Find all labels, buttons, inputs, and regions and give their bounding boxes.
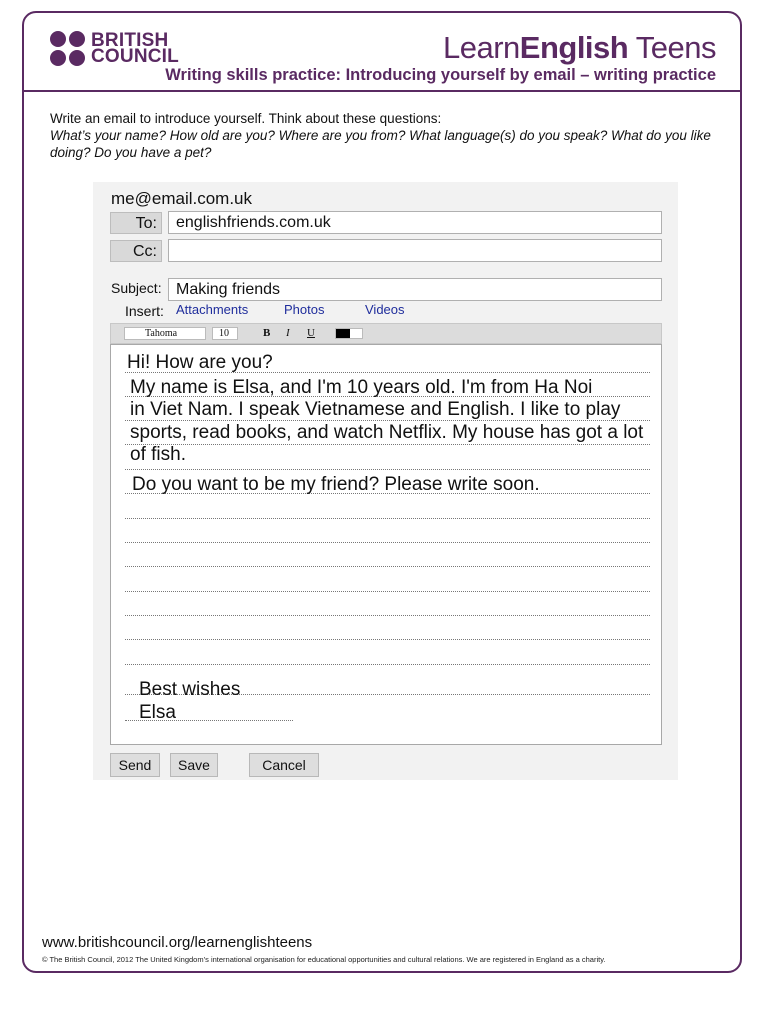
save-button[interactable]: Save: [170, 753, 218, 777]
header-divider: [22, 90, 742, 92]
instructions: [50, 110, 730, 161]
cc-label: Cc:: [110, 240, 162, 262]
to-field[interactable]: englishfriends.com.uk: [168, 211, 662, 234]
insert-photos-link[interactable]: Photos: [284, 302, 325, 317]
body-line-signoff: Best wishes: [139, 679, 241, 700]
ruled-line: [125, 664, 650, 665]
instruction-text: Write an email to introduce yourself. Think about these questions:: [50, 111, 442, 126]
ruled-line: [125, 444, 650, 445]
body-line-greeting: Hi! How are you?: [127, 352, 273, 373]
body-line: in Viet Nam. I speak Vietnamese and English. I like to play: [130, 399, 621, 420]
subject-label: Subject:: [111, 280, 162, 296]
body-line: My name is Elsa, and I'm 10 years old. I'm from Ha Noi: [130, 377, 593, 398]
footer-url[interactable]: www.britishcouncil.org/learnenglishteens: [42, 934, 313, 951]
brand-english: English: [519, 30, 629, 65]
subject-field[interactable]: Making friends: [168, 278, 662, 301]
ruled-line: [125, 542, 650, 543]
italic-button[interactable]: I: [286, 327, 290, 339]
body-line: of fish.: [130, 444, 186, 465]
logo-dots-icon: [50, 31, 85, 66]
underline-button[interactable]: U: [307, 327, 315, 339]
bold-button[interactable]: B: [263, 327, 271, 339]
insert-label: Insert:: [125, 303, 164, 319]
question-text: What’s your name? How old are you? Where are you from? What language(s) do you speak? What do you like doing? Do you have a pet?: [50, 128, 711, 160]
send-button[interactable]: Send: [110, 753, 160, 777]
ruled-line: [125, 469, 650, 470]
body-line-signature: Elsa: [139, 702, 176, 723]
insert-videos-link[interactable]: Videos: [365, 302, 405, 317]
brand-learn: Learn: [442, 30, 520, 65]
cancel-button[interactable]: Cancel: [249, 753, 319, 777]
logo-line-1: BRITISH: [91, 29, 169, 51]
ruled-line: [125, 615, 650, 616]
logo-text: [91, 29, 179, 67]
body-line: Do you want to be my friend? Please write soon.: [132, 474, 540, 495]
font-size-select[interactable]: 10: [212, 327, 238, 340]
text-color-picker[interactable]: [335, 328, 363, 339]
learnenglish-teens-brand: [443, 30, 716, 66]
to-label: To:: [110, 212, 162, 234]
from-address: me@email.com.uk: [111, 189, 253, 208]
footer-copyright: © The British Council, 2012 The United Kingdom’s international organisation for educational opportunities and cultural relations. We are registered in England as a charity.: [42, 955, 606, 964]
formatting-toolbar: [110, 323, 662, 344]
ruled-line: [125, 518, 650, 519]
brand-teens: Teens: [628, 30, 716, 65]
logo-line-2: COUNCIL: [91, 45, 179, 67]
email-compose-window: [93, 182, 678, 780]
british-council-logo: [50, 31, 179, 66]
ruled-line: [125, 591, 650, 592]
ruled-line: [125, 639, 650, 640]
color-swatch-icon: [336, 329, 350, 338]
body-line: sports, read books, and watch Netflix. My house has got a lot: [130, 422, 644, 443]
ruled-line: [125, 566, 650, 567]
insert-attachments-link[interactable]: Attachments: [176, 302, 249, 317]
font-select[interactable]: Tahoma: [124, 327, 206, 340]
cc-field[interactable]: [168, 239, 662, 262]
message-body[interactable]: [110, 344, 662, 745]
page-title: Writing skills practice: Introducing yourself by email – writing practice: [165, 66, 716, 84]
